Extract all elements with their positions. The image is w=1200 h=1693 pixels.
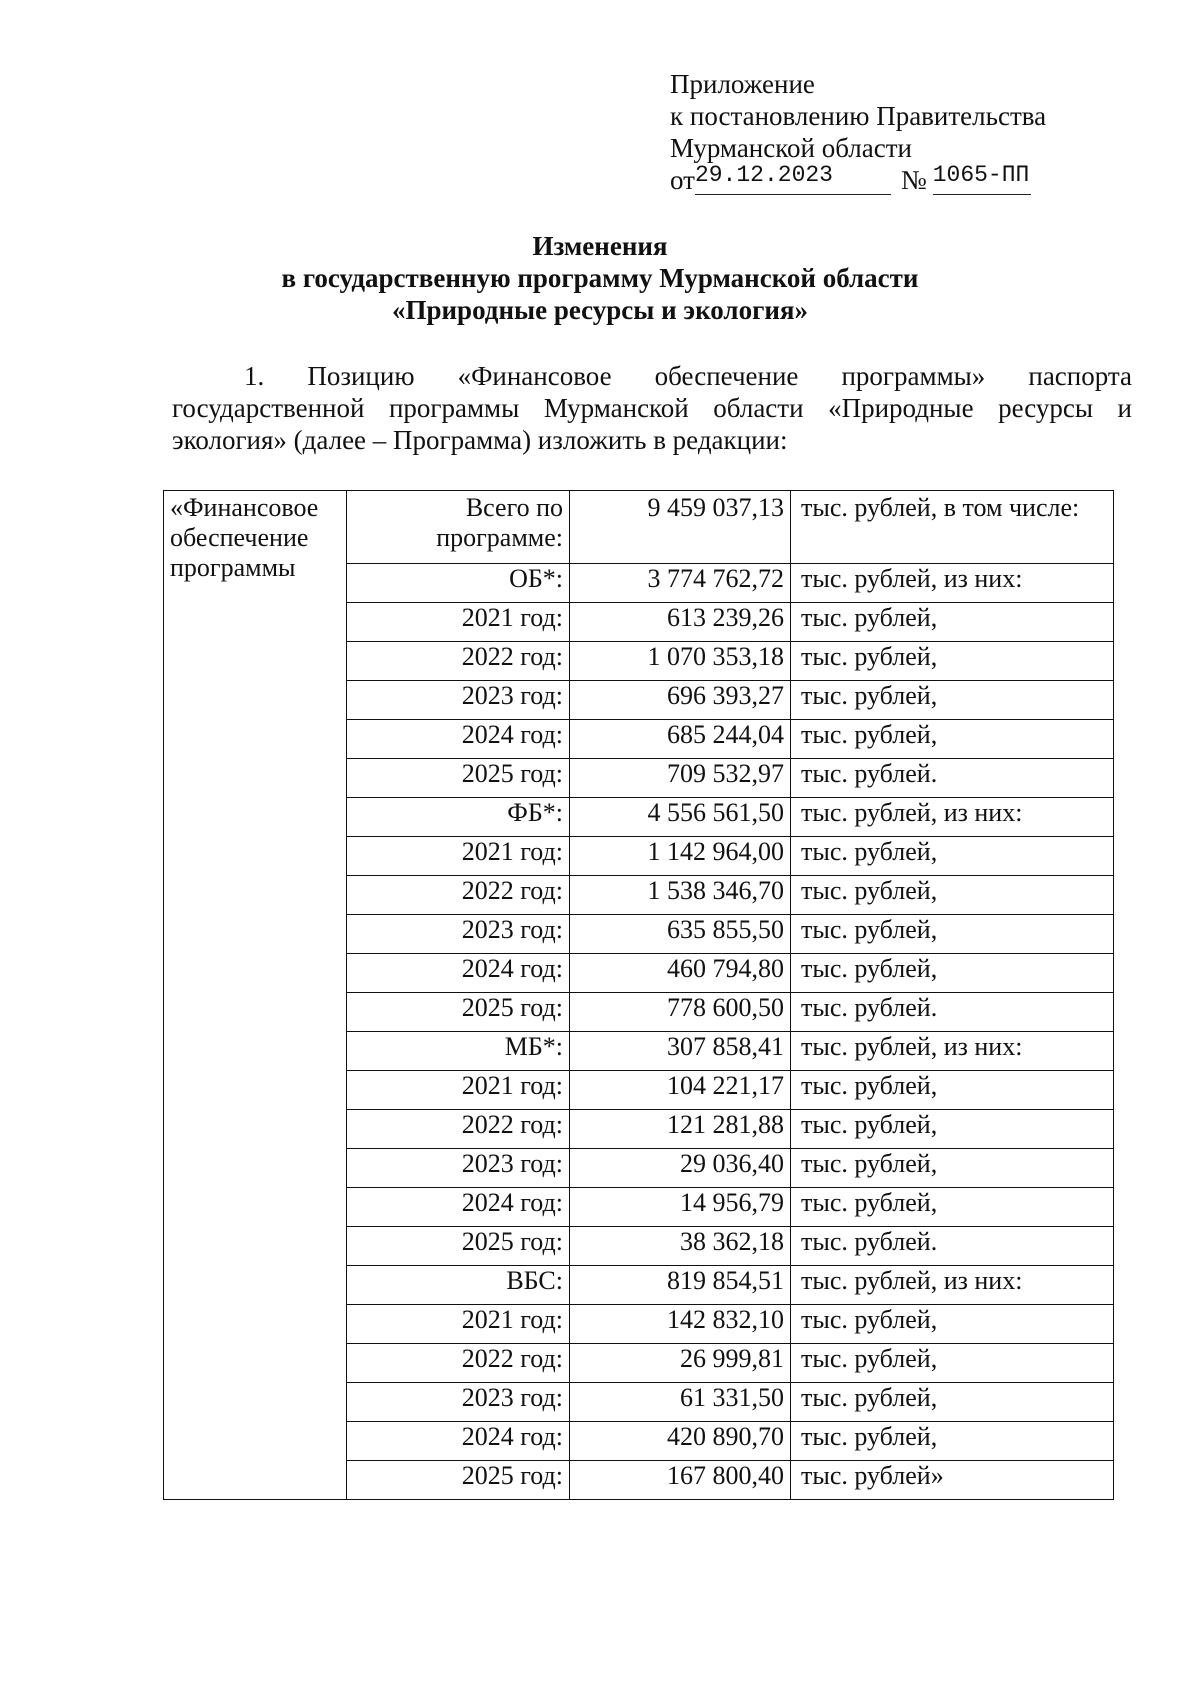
row-amount: 460 794,80: [570, 954, 791, 993]
appendix-region: Мурманской области: [670, 133, 912, 163]
row-amount: 613 239,26: [570, 603, 791, 642]
row-unit: тыс. рублей,: [791, 1344, 1114, 1383]
row-label: ФБ*:: [347, 798, 570, 837]
row-amount: 307 858,41: [570, 1032, 791, 1071]
row-label: 2021 год:: [347, 1071, 570, 1110]
row-unit: тыс. рублей, в том числе:: [791, 491, 1114, 564]
row-unit: тыс. рублей,: [791, 681, 1114, 720]
row-amount: 9 459 037,13: [570, 491, 791, 564]
row-label: 2024 год:: [347, 954, 570, 993]
row-unit: тыс. рублей,: [791, 1383, 1114, 1422]
document-title: [0, 230, 1200, 326]
resolution-number: 1065-ПП: [932, 162, 1030, 188]
row-amount: 1 070 353,18: [570, 642, 791, 681]
row-amount: 696 393,27: [570, 681, 791, 720]
row-amount: 61 331,50: [570, 1383, 791, 1422]
row-label: 2024 год:: [347, 1188, 570, 1227]
appendix-header: [670, 68, 1046, 198]
row-amount: 38 362,18: [570, 1227, 791, 1266]
title-line-3: «Природные ресурсы и экология»: [391, 295, 809, 325]
table-row: [164, 491, 1114, 564]
row-unit: тыс. рублей,: [791, 1305, 1114, 1344]
row-unit: тыс. рублей,: [791, 1071, 1114, 1110]
row-label: 2022 год:: [347, 876, 570, 915]
row-amount: 104 221,17: [570, 1071, 791, 1110]
row-unit: тыс. рублей,: [791, 1422, 1114, 1461]
row-amount: 26 999,81: [570, 1344, 791, 1383]
row-unit: тыс. рублей, из них:: [791, 1266, 1114, 1305]
date-field: [695, 164, 891, 195]
row-amount: 819 854,51: [570, 1266, 791, 1305]
row-unit: тыс. рублей,: [791, 837, 1114, 876]
row-label: 2023 год:: [347, 915, 570, 954]
row-amount: 778 600,50: [570, 993, 791, 1032]
row-label: 2024 год:: [347, 720, 570, 759]
row-unit: тыс. рублей»: [791, 1461, 1114, 1500]
row-unit: тыс. рублей,: [791, 954, 1114, 993]
row-label: Всего по программе:: [347, 491, 570, 564]
row-unit: тыс. рублей,: [791, 876, 1114, 915]
row-unit: тыс. рублей.: [791, 759, 1114, 798]
row-amount: 1 538 346,70: [570, 876, 791, 915]
number-sign: №: [900, 165, 927, 195]
row-amount: 142 832,10: [570, 1305, 791, 1344]
row-label: 2025 год:: [347, 1461, 570, 1500]
row-amount: 14 956,79: [570, 1188, 791, 1227]
row-label: ОБ*:: [347, 564, 570, 603]
row-unit: тыс. рублей, из них:: [791, 564, 1114, 603]
row-label: 2021 год:: [347, 837, 570, 876]
row-unit: тыс. рублей.: [791, 993, 1114, 1032]
resolution-date: 29.12.2023: [694, 162, 833, 188]
row-amount: 1 142 964,00: [570, 837, 791, 876]
row-label: 2021 год:: [347, 1305, 570, 1344]
row-label: 2023 год:: [347, 1383, 570, 1422]
row-label: 2022 год:: [347, 642, 570, 681]
number-field: [933, 164, 1031, 195]
row-amount: 167 800,40: [570, 1461, 791, 1500]
row-label: 2022 год:: [347, 1344, 570, 1383]
appendix-date-number-line: [670, 164, 1046, 198]
row-unit: тыс. рублей,: [791, 1110, 1114, 1149]
row-label: 2025 год:: [347, 993, 570, 1032]
row-amount: 3 774 762,72: [570, 564, 791, 603]
appendix-title: Приложение: [670, 69, 815, 99]
row-amount: 121 281,88: [570, 1110, 791, 1149]
row-unit: тыс. рублей,: [791, 915, 1114, 954]
row-label: 2023 год:: [347, 1149, 570, 1188]
row-unit: тыс. рублей,: [791, 642, 1114, 681]
position-name-cell: «Финансовое обеспечение программы: [164, 491, 347, 1500]
row-label: 2025 год:: [347, 759, 570, 798]
row-unit: тыс. рублей, из них:: [791, 798, 1114, 837]
row-label: 2023 год:: [347, 681, 570, 720]
financing-table: [163, 490, 1114, 1500]
row-amount: 4 556 561,50: [570, 798, 791, 837]
title-line-2: в государственную программу Мурманской области: [281, 263, 919, 293]
row-unit: тыс. рублей.: [791, 1227, 1114, 1266]
row-label: 2021 год:: [347, 603, 570, 642]
row-label: 2022 год:: [347, 1110, 570, 1149]
row-amount: 29 036,40: [570, 1149, 791, 1188]
row-label: ВБС:: [347, 1266, 570, 1305]
from-prefix: от: [670, 165, 695, 195]
row-label: 2024 год:: [347, 1422, 570, 1461]
row-unit: тыс. рублей,: [791, 1149, 1114, 1188]
row-unit: тыс. рублей,: [791, 1188, 1114, 1227]
row-amount: 635 855,50: [570, 915, 791, 954]
row-unit: тыс. рублей, из них:: [791, 1032, 1114, 1071]
appendix-resolution: к постановлению Правительства: [670, 101, 1047, 131]
row-label: 2025 год:: [347, 1227, 570, 1266]
row-amount: 709 532,97: [570, 759, 791, 798]
row-amount: 685 244,04: [570, 720, 791, 759]
row-label: МБ*:: [347, 1032, 570, 1071]
row-amount: 420 890,70: [570, 1422, 791, 1461]
title-line-1: Изменения: [532, 231, 668, 261]
row-unit: тыс. рублей,: [791, 720, 1114, 759]
row-unit: тыс. рублей,: [791, 603, 1114, 642]
body-paragraph: 1. Позицию «Финансовое обеспечение программы» паспорта государственной программы Мурманской области «Природные ресурсы и экология» (далее – Программа) изложить в редакции:: [172, 361, 1132, 455]
